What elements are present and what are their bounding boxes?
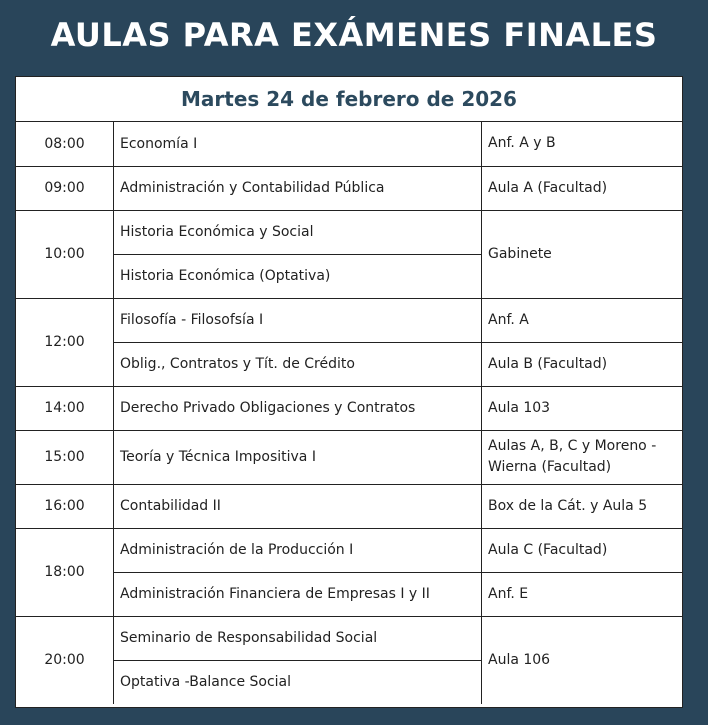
table-row [16,572,682,616]
page-title: AULAS PARA EXÁMENES FINALES [50,16,658,54]
subject-cell: Derecho Privado Obligaciones y Contratos [114,386,482,430]
subject-cell: Contabilidad II [114,484,482,528]
room-cell: Aula B (Facultad) [482,342,683,386]
time-cell: 20:00 [16,616,114,704]
time-cell: 16:00 [16,484,114,528]
subject-cell: Historia Económica y Social [114,210,482,254]
room-cell: Anf. A [482,298,683,342]
subject-cell: Administración de la Producción I [114,528,482,572]
schedule-card [15,76,683,708]
room-cell: Anf. E [482,572,683,616]
subject-cell: Administración y Contabilidad Pública [114,166,482,210]
time-cell: 12:00 [16,298,114,386]
table-row [16,342,682,386]
subject-cell: Economía I [114,122,482,166]
table-row [16,210,682,254]
subject-cell: Teoría y Técnica Impositiva I [114,430,482,484]
room-cell: Anf. A y B [482,122,683,166]
table-row [16,616,682,660]
time-cell: 15:00 [16,430,114,484]
subject-cell: Filosofía - Filosofsía I [114,298,482,342]
table-row [16,166,682,210]
room-cell: Aula 103 [482,386,683,430]
subject-cell: Oblig., Contratos y Tít. de Crédito [114,342,482,386]
schedule-table [16,122,682,704]
room-cell: Aulas A, B, C y Moreno - Wierna (Facultad) [482,430,683,484]
time-cell: 14:00 [16,386,114,430]
time-cell: 10:00 [16,210,114,298]
table-row [16,528,682,572]
subject-cell: Historia Económica (Optativa) [114,254,482,298]
table-row [16,386,682,430]
room-cell: Gabinete [482,210,683,298]
schedule-date: Martes 24 de febrero de 2026 [16,77,682,122]
room-cell: Aula 106 [488,651,551,668]
table-row [16,484,682,528]
table-row [16,430,682,484]
subject-cell: Seminario de Responsabilidad Social [114,616,482,660]
subject-cell: Administración Financiera de Empresas I y II [114,572,482,616]
room-cell: Box de la Cát. y Aula 5 [482,484,683,528]
subject-cell: Optativa -Balance Social [114,660,482,704]
table-row [16,298,682,342]
room-cell: Aula C (Facultad) [482,528,683,572]
time-cell: 18:00 [16,528,114,616]
time-cell: 08:00 [16,122,114,166]
time-cell: 09:00 [16,166,114,210]
room-cell: Aula A (Facultad) [482,166,683,210]
table-row [16,122,682,166]
